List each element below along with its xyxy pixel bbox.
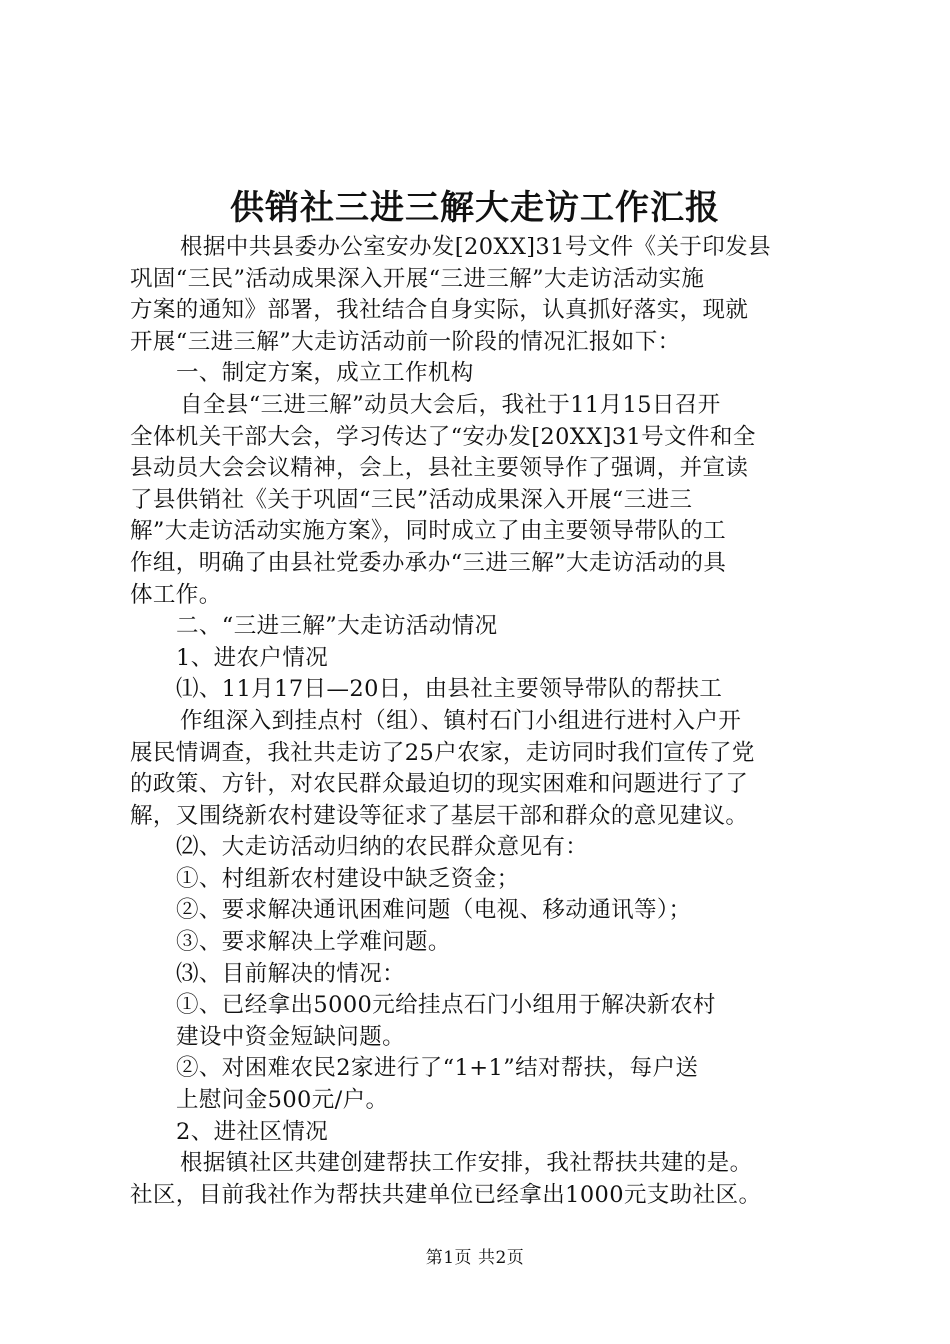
paragraph-line: 县动员大会会议精神，会上，县社主要领导作了强调，并宣读 (130, 455, 749, 482)
list-item: ⑶、目前解决的情况： (176, 960, 406, 987)
document-body (130, 232, 830, 1211)
paragraph-line: 解，又围绕新农村建设等征求了基层干部和群众的意见建议。 (130, 802, 749, 829)
paragraph-line: 了县供销社《关于巩固“三民”活动成果深入开展“三进三 (130, 486, 693, 513)
paragraph-line: 作组深入到挂点村（组）、镇村石门小组进行进村入户开 (180, 707, 742, 734)
list-item: ③、要求解决上学难问题。 (176, 929, 451, 956)
list-item: ②、对困难农民2家进行了“1+1”结对帮扶，每户送 (176, 1055, 699, 1082)
paragraph-line: 的政策、方针，对农民群众最迫切的现实困难和问题进行了了 (130, 771, 749, 798)
list-item: ⑴、11月17日—20日，由县社主要领导带队的帮扶工 (176, 676, 723, 703)
paragraph-line: 开展“三进三解”大走访活动前一阶段的情况汇报如下： (130, 328, 681, 355)
paragraph-line: 解”大走访活动实施方案》，同时成立了由主要领导带队的工 (130, 518, 727, 545)
paragraph-line: 方案的通知》部署，我社结合自身实际，认真抓好落实，现就 (130, 297, 749, 324)
list-item: ②、要求解决通讯困难问题（电视、移动通讯等）； (176, 897, 692, 924)
paragraph-line: 自全县“三进三解”动员大会后，我社于11月15日召开 (180, 391, 721, 418)
paragraph-line: 根据镇社区共建创建帮扶工作安排，我社帮扶共建的是。 (180, 1150, 753, 1177)
paragraph-line: 巩固“三民”活动成果深入开展“三进三解”大走访活动实施 (130, 265, 705, 292)
list-item: 建设中资金短缺问题。 (176, 1023, 406, 1050)
paragraph-line: 展民情调查，我社共走访了25户农家，走访同时我们宣传了党 (130, 739, 755, 766)
subsection-heading: 2、进社区情况 (176, 1118, 329, 1145)
paragraph-line: 全体机关干部大会，学习传达了“安办发[20XX]31号文件和全 (130, 423, 756, 450)
page-title: 供销社三进三解大走访工作汇报 (230, 188, 720, 228)
paragraph-line: 根据中共县委办公室安办发[20XX]31号文件《关于印发县 (180, 234, 771, 260)
paragraph-line: 体工作。 (130, 581, 222, 608)
paragraph-line: 社区，目前我社作为帮扶共建单位已经拿出1000元支助社区。 (130, 1181, 762, 1208)
section-heading: 二、“三进三解”大走访活动情况 (176, 613, 498, 640)
list-item: ①、村组新农村建设中缺乏资金； (176, 865, 520, 892)
paragraph-line: 作组，明确了由县社党委办承办“三进三解”大走访活动的具 (130, 549, 727, 576)
list-item: 上慰问金500元/户。 (176, 1087, 389, 1114)
list-item: ①、已经拿出5000元给挂点石门小组用于解决新农村 (176, 992, 716, 1019)
section-heading: 一、制定方案，成立工作机构 (176, 360, 474, 387)
list-item: ⑵、大走访活动归纳的农民群众意见有： (176, 834, 589, 861)
subsection-heading: 1、进农户情况 (176, 644, 329, 671)
page-indicator: 第1页 共2页 (425, 1248, 525, 1268)
